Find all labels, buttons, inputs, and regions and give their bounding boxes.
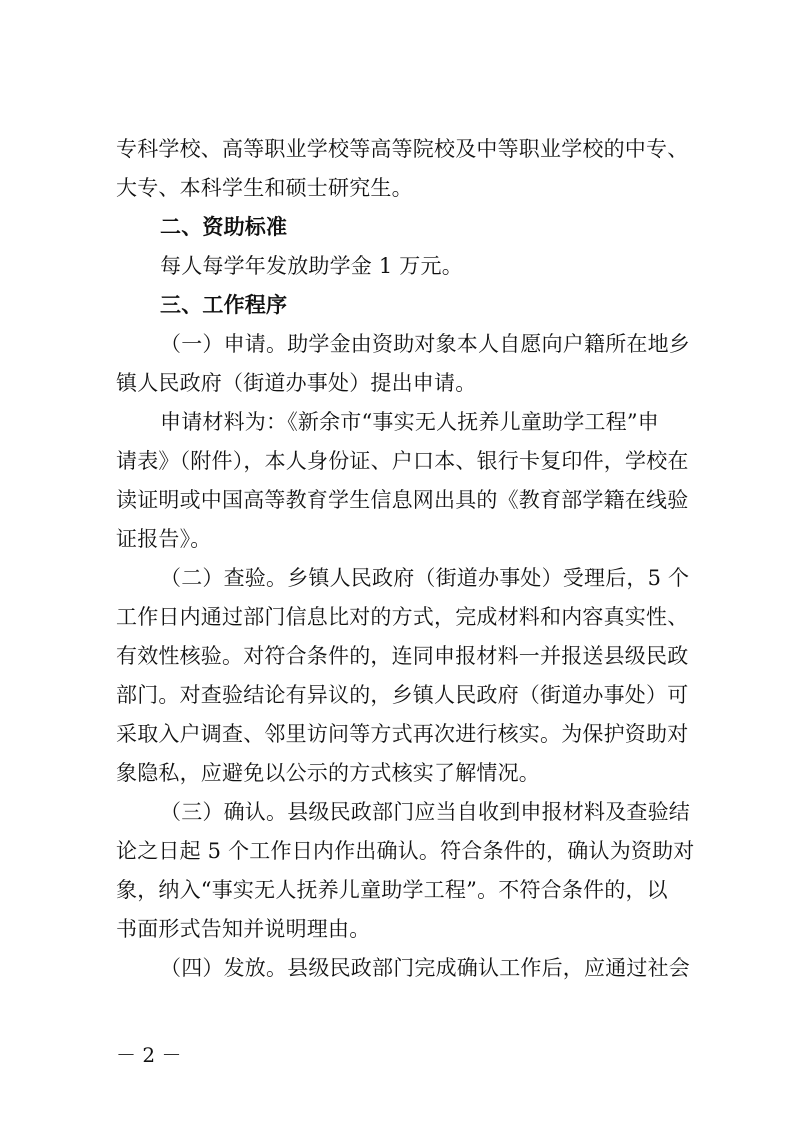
body-line: 大专、本科学生和硕士研究生。 xyxy=(116,176,413,200)
body-line: 有效性核验。对符合条件的，连同申报材料一并报送县级民政 xyxy=(116,644,689,668)
document-body xyxy=(116,130,695,988)
body-line: （四）发放。县级民政部门完成确认工作后，应通过社会 xyxy=(160,956,690,980)
body-line: 申请材料为：《新余市“事实无人抚养儿童助学工程”申 xyxy=(160,410,659,434)
body-line: （三）确认。县级民政部门应当自收到申报材料及查验结 xyxy=(160,800,690,824)
body-line: 工作日内通过部门信息比对的方式，完成材料和内容真实性、 xyxy=(116,605,689,629)
page-number: － 2 － xyxy=(116,1043,182,1067)
body-line: 请表》（附件），本人身份证、户口本、银行卡复印件，学校在 xyxy=(116,449,689,473)
body-line: 象隐私，应避免以公示的方式核实了解情况。 xyxy=(116,761,540,785)
body-line: 专科学校、高等职业学校等高等院校及中等职业学校的中专、 xyxy=(116,137,689,161)
body-line: 论之日起 5 个工作日内作出确认。符合条件的，确认为资助对 xyxy=(116,839,695,863)
section-heading-funding-standard: 二、资助标准 xyxy=(160,215,288,239)
body-line: 采取入户调查、邻里访问等方式再次进行核实。为保护资助对 xyxy=(116,722,689,746)
body-line: 镇人民政府（街道办事处）提出申请。 xyxy=(116,371,477,395)
body-line: （一）申请。助学金由资助对象本人自愿向户籍所在地乡 xyxy=(160,332,690,356)
body-line: 象，纳入“事实无人抚养儿童助学工程”。不符合条件的，以 xyxy=(116,878,668,902)
body-line: 读证明或中国高等教育学生信息网出具的《教育部学籍在线验 xyxy=(116,488,689,512)
body-line: 证报告》。 xyxy=(116,527,212,551)
body-line: 书面形式告知并说明理由。 xyxy=(116,917,371,941)
body-line: 部门。对查验结论有异议的，乡镇人民政府（街道办事处）可 xyxy=(116,683,689,707)
body-line: 每人每学年发放助学金 1 万元。 xyxy=(160,254,463,278)
section-heading-work-procedure: 三、工作程序 xyxy=(160,293,288,317)
body-line: （二）查验。乡镇人民政府（街道办事处）受理后，5 个 xyxy=(160,566,690,590)
